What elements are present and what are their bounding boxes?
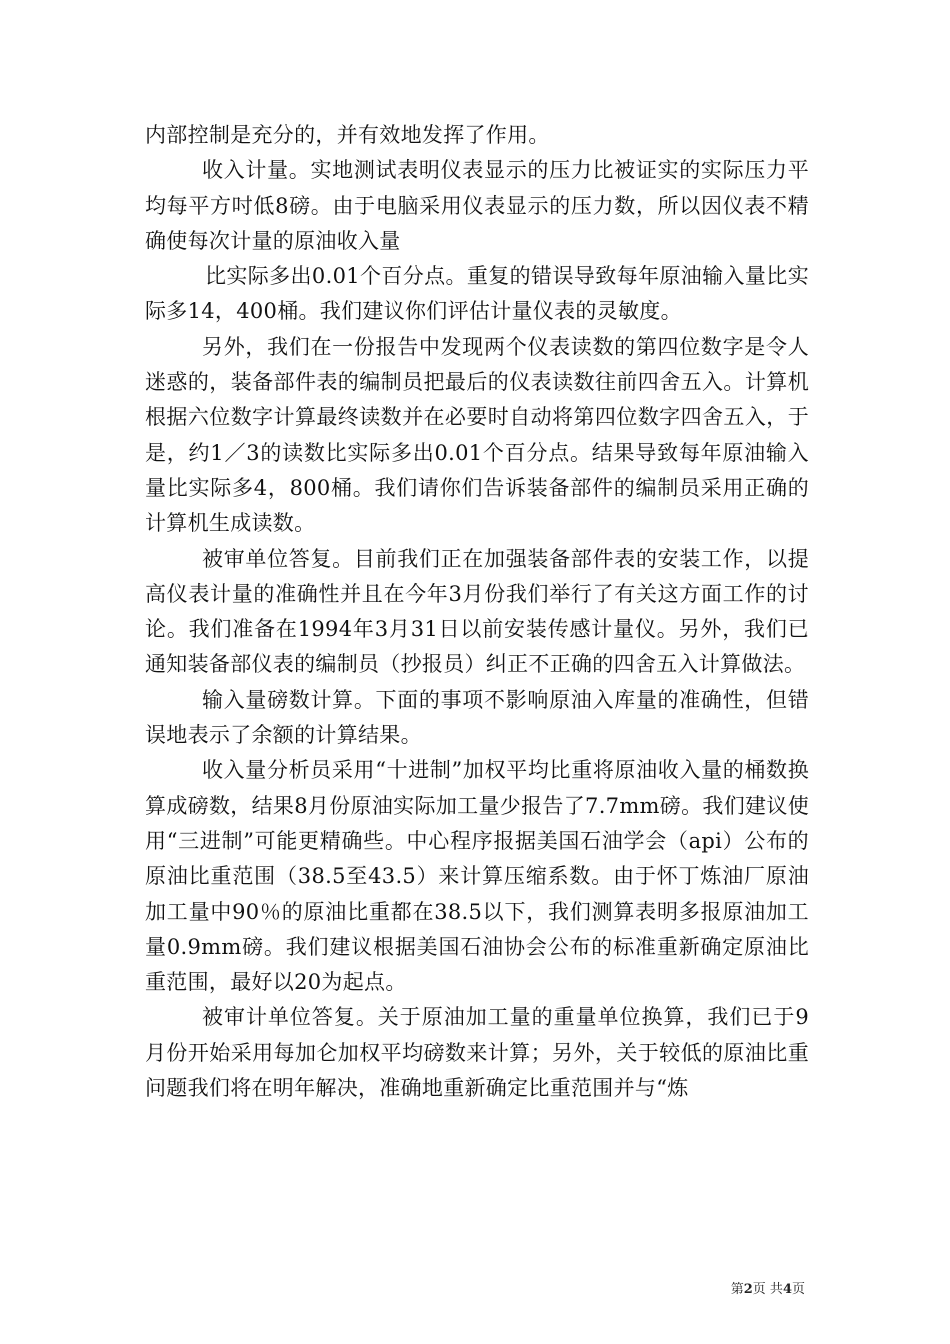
paragraph-income-measurement: 收入计量。实地测试表明仪表显示的压力比被证实的实际压力平均每平方吋低8磅。由于电脑采用仪表显示的压力数，所以因仪表不精确使每次计量的原油收入量: [145, 158, 809, 253]
paragraph-continuation: 内部控制是充分的，并有效地发挥了作用。: [145, 123, 550, 147]
page-footer: [731, 1278, 805, 1297]
paragraph-auditee-reply-2: 被审计单位答复。关于原油加工量的重量单位换算，我们已于9月份开始采用每加仑加权平均磅数来计算；另外，关于较低的原油比重问题我们将在明年解决，准确地重新确定比重范围并与“炼: [145, 1005, 809, 1101]
document-body: [145, 118, 809, 1106]
footer-total-pages: 4: [782, 1282, 792, 1297]
footer-suffix: 页: [791, 1282, 805, 1297]
footer-prefix: 第: [730, 1282, 744, 1297]
paragraph-auditee-reply-1: 被审单位答复。目前我们正在加强装备部件表的安装工作，以提高仪表计量的准确性并且在今年3月份我们举行了有关这方面工作的讨论。我们准备在1994年3月31日以前安装传感计量仪。另外，我们已通知装备部仪表的编制员（抄报员）纠正不正确的四舍五入计算做法。: [145, 546, 809, 677]
paragraph-analyst-method: 收入量分析员采用“十进制”加权平均比重将原油收入量的桶数换算成磅数，结果8月份原油实际加工量少报告了7.7mm磅。我们建议使用“三进制”可能更精确些。中心程序报据美国石油学会（api）公布的原油比重范围（38.5至43.5）来计算压缩系数。由于怀丁炼油厂原油加工量中90％的原油比重都在38.5以下，我们测算表明多报原油加工量0.9mm磅。我们建议根据美国石油协会公布的标准重新确定原油比重范围，最好以20为起点。: [145, 758, 809, 995]
paragraph-fourth-digit: 另外，我们在一份报告中发现两个仪表读数的第四位数字是令人迷惑的，装备部件表的编制员把最后的仪表读数往前四舍五入。计算机根据六位数字计算最终读数并在必要时自动将第四位数字四舍五入，于是，约1／3的读数比实际多出0.01个百分点。结果导致每年原油输入量比实际多4，800桶。我们请你们告诉装备部件的编制员采用正确的计算机生成读数。: [145, 334, 809, 536]
paragraph-overstatement: 比实际多出0.01个百分点。重复的错误导致每年原油输入量比实际多14，400桶。我们建议你们评估计量仪表的灵敏度。: [145, 264, 809, 324]
footer-current-page: 2: [743, 1282, 753, 1297]
footer-middle: 页 共: [752, 1282, 783, 1297]
paragraph-pound-calculation: 输入量磅数计算。下面的事项不影响原油入库量的准确性，但错误地表示了余额的计算结果。: [145, 687, 809, 748]
